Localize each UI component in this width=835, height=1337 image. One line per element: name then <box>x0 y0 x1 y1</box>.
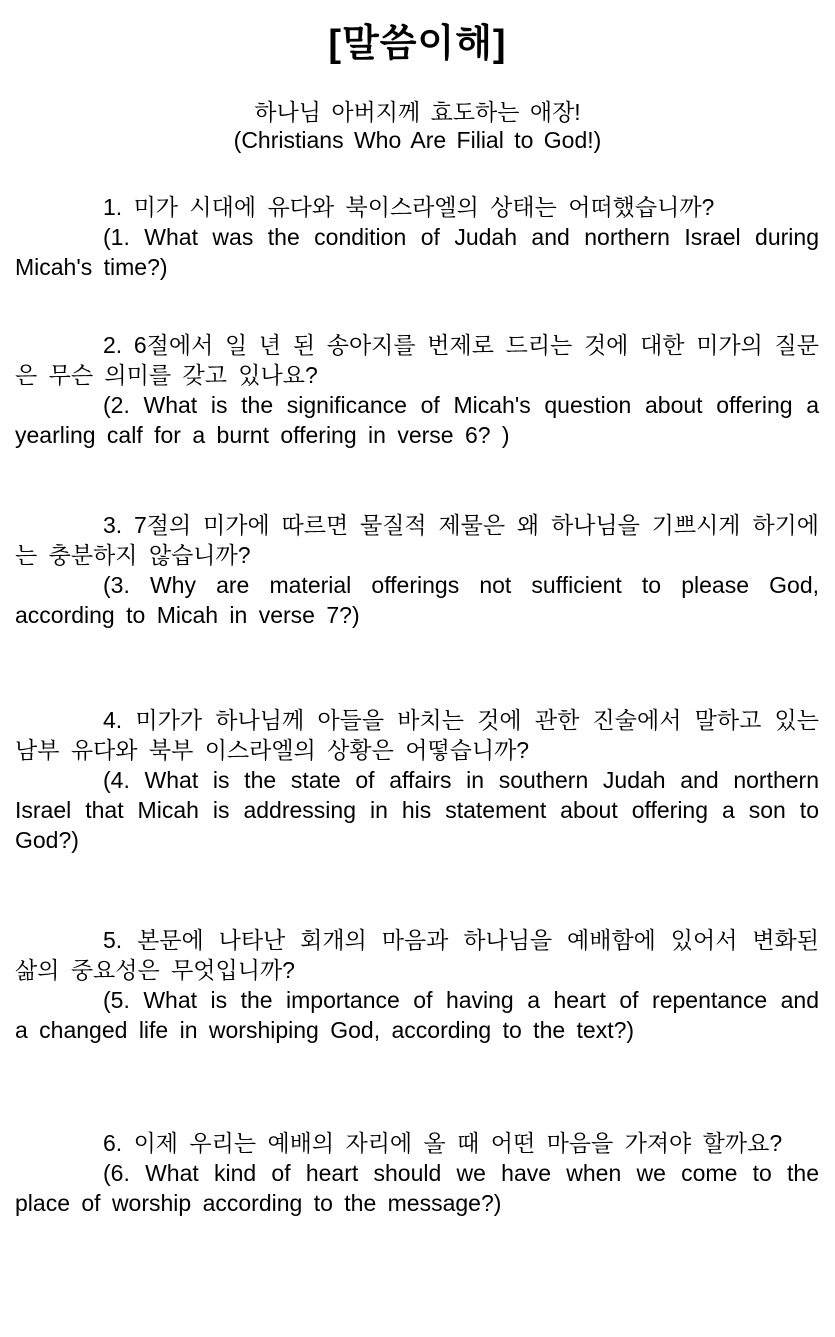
question-2-english: (2. What is the significance of Micah's question about offering a yearling calf for a burnt offering in verse 6? ) <box>15 392 819 448</box>
question-list <box>0 192 835 1218</box>
question-4-english: (4. What is the state of affairs in southern Judah and northern Israel that Micah is addressing in his statement about offering a son to God?) <box>15 767 819 853</box>
subtitle-korean: 하나님 아버지께 효도하는 애장! <box>254 99 581 125</box>
question-1 <box>15 192 819 282</box>
question-3-korean: 3. 7절의 미가에 따르면 물질적 제물은 왜 하나님을 기쁘시게 하기에는 충분하지 않습니까? <box>15 512 819 568</box>
document-subtitle <box>0 98 835 154</box>
question-3 <box>15 510 819 630</box>
question-4-korean: 4. 미가가 하나님께 아들을 바치는 것에 관한 진술에서 말하고 있는 남부 유다와 북부 이스라엘의 상황은 어떻습니까? <box>15 707 819 763</box>
question-5-korean: 5. 본문에 나타난 회개의 마음과 하나님을 예배함에 있어서 변화된 삶의 중요성은 무엇입니까? <box>15 927 819 983</box>
question-5-english: (5. What is the importance of having a heart of repentance and a changed life in worshiping God, according to the text?) <box>15 987 819 1043</box>
question-1-korean: 1. 미가 시대에 유다와 북이스라엘의 상태는 어떠했습니까? <box>103 194 715 220</box>
page-title: [말씀이해] <box>328 23 507 65</box>
question-4 <box>15 705 819 855</box>
question-2 <box>15 330 819 450</box>
question-1-english: (1. What was the condition of Judah and northern Israel during Micah's time?) <box>15 224 819 280</box>
question-6-english: (6. What kind of heart should we have when we come to the place of worship according to the message?) <box>15 1160 819 1216</box>
question-3-english: (3. Why are material offerings not sufficient to please God, according to Micah in verse 7?) <box>15 572 819 628</box>
question-5 <box>15 925 819 1045</box>
question-6 <box>15 1128 819 1218</box>
question-6-korean: 6. 이제 우리는 예배의 자리에 올 때 어떤 마음을 가져야 할까요? <box>103 1130 783 1156</box>
question-2-korean: 2. 6절에서 일 년 된 송아지를 번제로 드리는 것에 대한 미가의 질문은 무슨 의미를 갖고 있나요? <box>15 332 819 388</box>
subtitle-english: (Christians Who Are Filial to God!) <box>233 127 602 153</box>
